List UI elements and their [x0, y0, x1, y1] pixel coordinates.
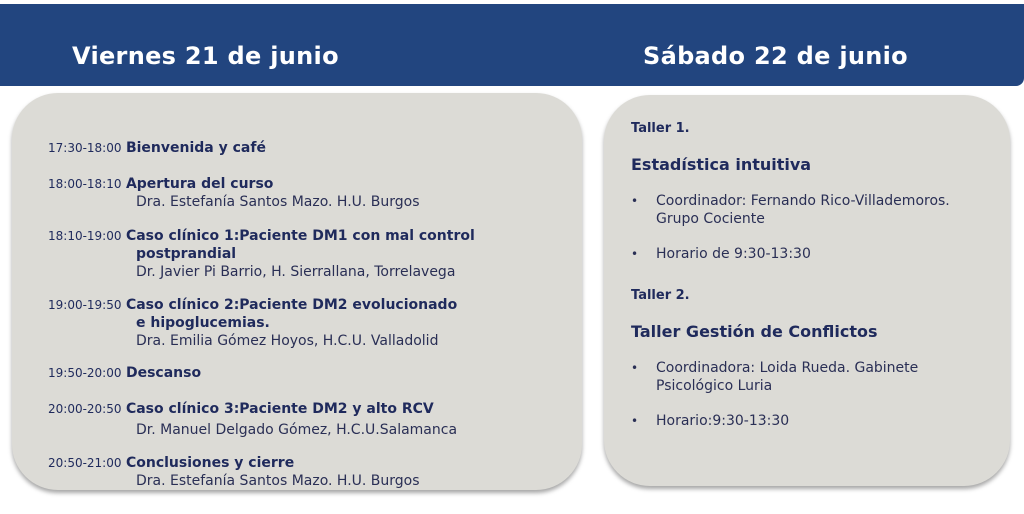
agenda-time: 18:00-18:10: [48, 177, 122, 191]
taller2-schedule: [631, 412, 991, 430]
saturday-workshops-panel: [604, 95, 1010, 486]
agenda-time: 18:10-19:00: [48, 229, 122, 243]
agenda-title: Descanso: [125, 365, 202, 381]
taller1-name: Estadística intuitiva: [631, 155, 812, 174]
agenda-title: Apertura del curso: [125, 176, 274, 192]
agenda-speaker: Dra. Estefanía Santos Mazo. H.U. Burgos: [136, 194, 420, 210]
agenda-time: 19:50-20:00: [48, 366, 122, 380]
agenda-item: [48, 175, 420, 211]
agenda-title: Conclusiones y cierre: [125, 455, 295, 471]
taller2-name: Taller Gestión de Conflictos: [631, 322, 878, 341]
schedule-text: Horario:9:30-13:30: [656, 413, 790, 429]
taller1-label: Taller 1.: [631, 121, 690, 136]
agenda-title-continued: e hipoglucemias.: [136, 315, 270, 331]
coordinator-text: Coordinadora: Loida Rueda. Gabinete Psicológico Luria: [656, 360, 919, 394]
header-banner: [0, 4, 1024, 86]
schedule-text: Horario de 9:30-13:30: [656, 246, 811, 262]
agenda-time: 17:30-18:00: [48, 141, 122, 155]
bullet-icon: •: [631, 414, 639, 428]
bullet-icon: •: [631, 247, 639, 261]
agenda-item: [48, 454, 420, 490]
agenda-speaker: Dra. Estefanía Santos Mazo. H.U. Burgos: [136, 473, 420, 489]
friday-title: Viernes 21 de junio: [72, 42, 339, 70]
agenda-speaker: Dr. Javier Pi Barrio, H. Sierrallana, Torrelavega: [136, 264, 456, 280]
agenda-time: 20:00-20:50: [48, 402, 122, 416]
agenda-title: Caso clínico 3:Paciente DM2 y alto RCV: [125, 401, 434, 417]
friday-agenda-panel: [12, 93, 582, 490]
agenda-title: Caso clínico 1:Paciente DM1 con mal control: [125, 228, 475, 244]
agenda-speaker: Dr. Manuel Delgado Gómez, H.C.U.Salamanca: [136, 422, 458, 438]
agenda-item: [48, 139, 266, 157]
taller1-schedule: [631, 245, 991, 263]
taller2-coordinator: [631, 359, 991, 395]
agenda-title: Bienvenida y café: [125, 140, 266, 156]
agenda-item: [48, 227, 475, 281]
agenda-speaker: Dra. Emilia Gómez Hoyos, H.C.U. Valladolid: [136, 333, 439, 349]
agenda-time: 19:00-19:50: [48, 298, 122, 312]
coordinator-text: Coordinador: Fernando Rico-Villademoros. Grupo Cociente: [656, 193, 950, 227]
agenda-title: Caso clínico 2:Paciente DM2 evolucionado: [125, 297, 458, 313]
bullet-icon: •: [631, 361, 639, 375]
taller1-coordinator: [631, 192, 991, 228]
agenda-time: 20:50-21:00: [48, 456, 122, 470]
bullet-icon: •: [631, 194, 639, 208]
saturday-title: Sábado 22 de junio: [643, 42, 908, 70]
agenda-item: [48, 364, 201, 382]
agenda-item: [48, 400, 457, 439]
agenda-title-continued: postprandial: [136, 246, 237, 262]
agenda-item: [48, 296, 457, 350]
taller2-label: Taller 2.: [631, 288, 690, 303]
